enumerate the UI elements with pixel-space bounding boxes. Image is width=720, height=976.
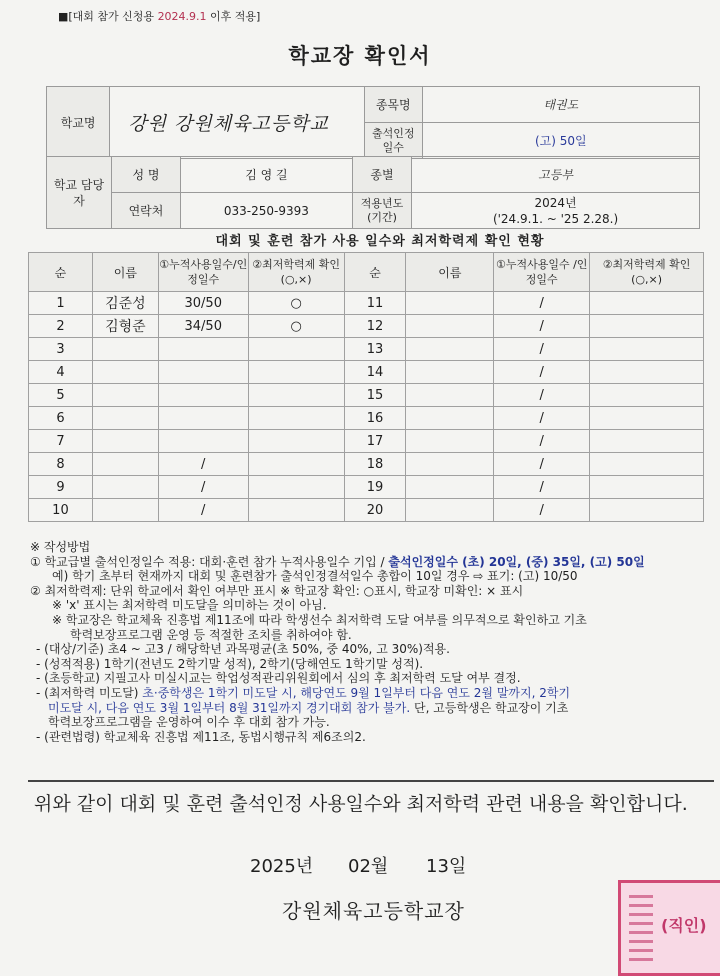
col-name-2: 이름 <box>406 253 494 292</box>
table-row <box>29 499 704 522</box>
note-8-cont <box>30 701 710 716</box>
row-number: 8 <box>29 453 93 476</box>
note-4: ※ 학교장은 학교체육 진흥법 제11조에 따라 학생선수 최저학력 도달 여부를 의무적으로 확인하고 기초 <box>52 612 587 627</box>
academic-check <box>590 384 704 407</box>
days-used: / <box>494 361 590 384</box>
days-used: / <box>494 476 590 499</box>
student-name <box>406 430 494 453</box>
col-name: 이름 <box>92 253 158 292</box>
note-8 <box>30 686 710 701</box>
table-row <box>29 476 704 499</box>
days-used: 34/50 <box>158 315 248 338</box>
col-no: 순 <box>29 253 93 292</box>
athlete-table <box>28 252 704 522</box>
application-note <box>58 8 260 24</box>
days-used: / <box>158 453 248 476</box>
row-number: 13 <box>344 338 406 361</box>
student-name <box>406 453 494 476</box>
days-used: 30/50 <box>158 292 248 315</box>
col-days-2: ①누적사용일수 /인정일수 <box>494 253 590 292</box>
student-name <box>406 315 494 338</box>
row-number: 1 <box>29 292 93 315</box>
period-value: ('24.9.1. ~ '25 2.28.) <box>492 211 619 226</box>
note-7: - (초등학교) 지필고사 미실시교는 학업성적관리위원회에서 심의 후 최저학력 도달 여부 결정. <box>36 671 521 686</box>
academic-check <box>590 407 704 430</box>
school-name-label: 학교명 <box>47 87 110 159</box>
row-number: 16 <box>344 407 406 430</box>
document-title: 학교장 확인서 <box>288 44 432 68</box>
days-used <box>158 361 248 384</box>
table-row <box>29 361 704 384</box>
days-used: / <box>494 407 590 430</box>
divider <box>28 780 714 782</box>
days-used: / <box>494 453 590 476</box>
contact-table <box>46 156 700 229</box>
academic-check <box>590 338 704 361</box>
row-number: 19 <box>344 476 406 499</box>
instructions <box>30 540 710 744</box>
division-label: 종별 <box>352 157 411 193</box>
days-used <box>158 407 248 430</box>
note-8-end: 학력보장프로그램을 운영하여 이수 후 대회 참가 가능. <box>48 715 330 730</box>
row-number: 2 <box>29 315 93 338</box>
row-number: 15 <box>344 384 406 407</box>
row-number: 11 <box>344 292 406 315</box>
days-used: / <box>494 499 590 522</box>
days-used: / <box>494 338 590 361</box>
attendance-label: 출석인정 일수 <box>364 123 422 159</box>
row-number: 3 <box>29 338 93 361</box>
days-used: / <box>494 430 590 453</box>
table-row <box>29 315 704 338</box>
note-1-example: 예) 학기 초부터 현재까지 대회 및 훈련참가 출석인정결석일수 총합이 10일 경우 ⇨ 표기: (고) 10/50 <box>52 569 578 584</box>
principal-title: 강원체육고등학교장 <box>282 899 465 923</box>
note-6: - (성적적용) 1학기(전년도 2학기말 성적), 2학기(당해연도 1학기말 성적). <box>36 656 424 671</box>
student-name <box>92 407 158 430</box>
academic-check <box>590 361 704 384</box>
academic-check: ○ <box>248 315 344 338</box>
student-name <box>406 407 494 430</box>
academic-check: ○ <box>248 292 344 315</box>
note-4-cont: 학력보장프로그램 운영 등 적절한 조치를 취하여야 함. <box>70 627 352 642</box>
row-number: 17 <box>344 430 406 453</box>
division-value: 고등부 <box>412 157 700 193</box>
days-used: / <box>494 315 590 338</box>
days-used <box>158 430 248 453</box>
student-name <box>92 338 158 361</box>
note-8-rule: 초·중학생은 1학기 미도달 시, 해당연도 9월 1일부터 다음 연도 2월 말까지, 2학기 <box>142 685 571 700</box>
attendance-value: (고) 50일 <box>422 123 699 159</box>
note-5: - (대상/기준) 초4 ~ 고3 / 해당학년 과목평균(초 50%, 중 40%, 고 30%)적용. <box>36 642 450 657</box>
days-used <box>158 384 248 407</box>
row-number: 7 <box>29 430 93 453</box>
student-name <box>406 499 494 522</box>
academic-check <box>590 499 704 522</box>
row-number: 18 <box>344 453 406 476</box>
table-row <box>29 430 704 453</box>
student-name <box>92 430 158 453</box>
note-2: ② 최저학력제: 단위 학교에서 확인 여부만 표시 ※ 학교장 확인: ○표시, 학교장 미확인: × 표시 <box>30 583 524 598</box>
confirmation-text: 위와 같이 대회 및 훈련 출석인정 사용일수와 최저학력 관련 내용을 확인합니다. <box>34 793 688 815</box>
academic-check <box>248 407 344 430</box>
table-subtitle: 대회 및 훈련 참가 사용 일수와 최저학력제 확인 현황 <box>215 234 545 249</box>
student-name <box>92 476 158 499</box>
note-date: 2024.9.1 <box>157 10 207 23</box>
event-label: 종목명 <box>364 87 422 123</box>
days-used <box>158 338 248 361</box>
academic-check <box>590 476 704 499</box>
student-name <box>406 384 494 407</box>
note-1-text: ① 학교급별 출석인정일수 적용: 대회·훈련 참가 누적사용일수 기입 / <box>30 554 389 569</box>
notes-heading: ※ 작성방법 <box>30 540 91 554</box>
info-table <box>46 86 700 159</box>
col-days: ①누적사용일수/인정일수 <box>158 253 248 292</box>
row-number: 6 <box>29 407 93 430</box>
student-name <box>406 361 494 384</box>
note-1-days: 출석인정일수 (초) 20일, (중) 35일, (고) 50일 <box>388 554 645 569</box>
student-name <box>92 384 158 407</box>
year-label: 적용년도 (기간) <box>352 193 411 229</box>
official-seal <box>618 880 720 976</box>
table-row <box>29 292 704 315</box>
student-name <box>406 476 494 499</box>
note-3: ※ 'x' 표시는 최저학력 미도달을 의미하는 것이 아님. <box>52 598 327 613</box>
row-number: 5 <box>29 384 93 407</box>
name-label: 성 명 <box>112 157 181 193</box>
student-name <box>92 361 158 384</box>
academic-check <box>590 453 704 476</box>
row-number: 12 <box>344 315 406 338</box>
row-number: 20 <box>344 499 406 522</box>
academic-check <box>248 499 344 522</box>
academic-check <box>248 453 344 476</box>
year-cell <box>412 193 700 229</box>
academic-check <box>248 361 344 384</box>
note-9: - (관련법령) 학교체육 진흥법 제11조, 동법시행규칙 제6조의2. <box>36 729 366 744</box>
academic-check <box>590 430 704 453</box>
note-8-rule-cont: 미도달 시, 다음 연도 3월 1일부터 8월 31일까지 경기대회 참가 불가. <box>48 700 411 715</box>
student-name <box>92 453 158 476</box>
days-used: / <box>158 499 248 522</box>
note-prefix: ■[대회 참가 신청용 <box>58 10 158 23</box>
seal-text: (직인) <box>661 916 707 935</box>
date-day: 13일 <box>426 856 467 877</box>
days-used: / <box>494 384 590 407</box>
col-no-2: 순 <box>344 253 406 292</box>
event-value: 태권도 <box>422 87 699 123</box>
row-number: 10 <box>29 499 93 522</box>
academic-check <box>590 315 704 338</box>
student-name: 김형준 <box>92 315 158 338</box>
academic-check <box>248 476 344 499</box>
date-year: 2025년 <box>250 856 314 877</box>
table-row <box>29 407 704 430</box>
table-row <box>29 453 704 476</box>
student-name <box>406 292 494 315</box>
student-name <box>92 499 158 522</box>
table-header-row <box>29 253 704 292</box>
note-1 <box>30 555 710 570</box>
student-name: 김준성 <box>92 292 158 315</box>
row-number: 14 <box>344 361 406 384</box>
row-number: 4 <box>29 361 93 384</box>
academic-check <box>590 292 704 315</box>
year-value: 2024년 <box>534 195 577 210</box>
academic-check <box>248 384 344 407</box>
academic-check <box>248 338 344 361</box>
col-academic: ②최저학력제 확인(○,×) <box>248 253 344 292</box>
table-row <box>29 338 704 361</box>
contact-person-label: 학교 담당자 <box>47 157 112 229</box>
table-row <box>29 384 704 407</box>
phone-value: 033-250-9393 <box>180 193 352 229</box>
note-suffix: 이후 적용] <box>206 10 261 23</box>
note-8-label: - (최저학력 미도달) <box>36 685 143 700</box>
date-month: 02월 <box>348 856 389 877</box>
row-number: 9 <box>29 476 93 499</box>
phone-label: 연락처 <box>112 193 181 229</box>
days-used: / <box>494 292 590 315</box>
note-8-exception: 단, 고등학생은 학교장이 기초 <box>410 700 569 715</box>
seal-pattern <box>629 891 653 961</box>
student-name <box>406 338 494 361</box>
name-value: 김 영 길 <box>180 157 352 193</box>
academic-check <box>248 430 344 453</box>
school-name-value: 강원 강원체육고등학교 <box>110 87 365 159</box>
days-used: / <box>158 476 248 499</box>
col-academic-2: ②최저학력제 확인(○,×) <box>590 253 704 292</box>
